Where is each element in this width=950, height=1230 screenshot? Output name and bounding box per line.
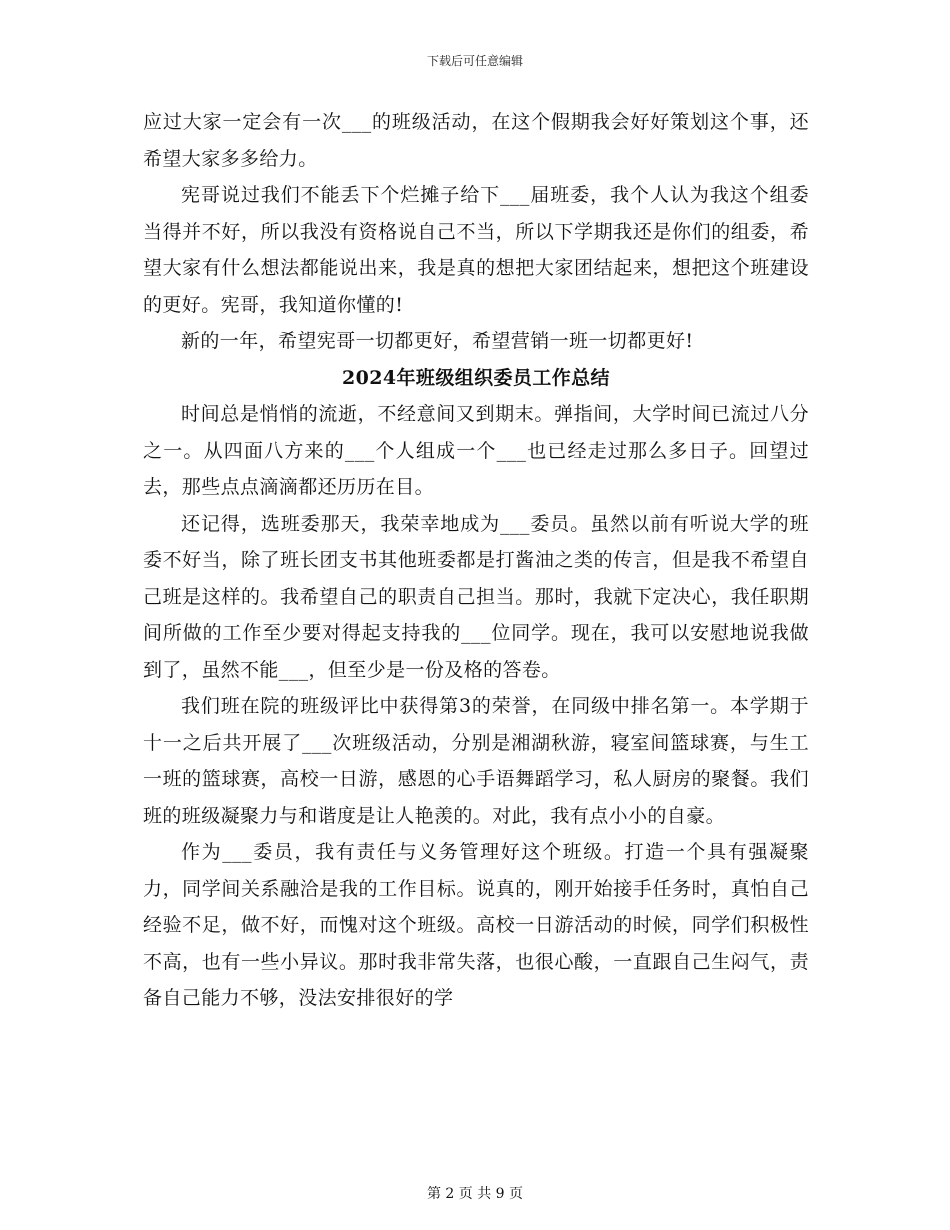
body-paragraph: 我们班在院的班级评比中获得第3的荣誉，在同级中排名第一。本学期于十一之后共开展了___次班级活动，分别是湘湖秋游，寝室间篮球赛，与生工一班的篮球赛，高校一日游，感恩的心手语舞蹈学习，私人厨房的聚餐。我们班的班级凝聚力与和谐度是让人艳羡的。对此，我有点小小的自豪。 [143,695,809,827]
body-paragraph: 应过大家一定会有一次___的班级活动，在这个假期我会好好策划这个事，还希望大家多多给力。 [143,111,809,170]
page-footer: 第 2 页 共 9 页 [426,1186,524,1202]
body-paragraph: 还记得，选班委那天，我荣幸地成为___委员。虽然以前有听说大学的班委不好当，除了班长团支书其他班委都是打酱油之类的传言，但是我不希望自己班是这样的。我希望自己的职责自己担当。那时，我就下定决心，我任职期间所做的工作至少要对得起支持我的___位同学。现在，我可以安慰地说我做到了，虽然不能___，但至少是一份及格的答卷。 [143,512,809,681]
body-paragraph: 宪哥说过我们不能丢下个烂摊子给下___届班委，我个人认为我这个组委当得并不好，所以我没有资格说自己不当，所以下学期我还是你们的组委，希望大家有什么想法都能说出来，我是真的想把大家团结起来，想把这个班建设的更好。宪哥，我知道你懂的! [143,184,809,316]
body-paragraph: 时间总是悄悄的流逝，不经意间又到期末。弹指间，大学时间已流过八分之一。从四面八方来的___个人组成一个___也已经走过那么多日子。回望过去，那些点点滴滴都还历历在目。 [143,403,809,498]
section-title: 2024年班级组织委员工作总结 [342,366,610,389]
page-header: 下载后可任意编辑 [426,54,523,68]
document-body [143,104,809,1017]
body-paragraph: 新的一年，希望宪哥一切都更好，希望营销一班一切都更好! [181,330,694,352]
body-paragraph: 作为___委员，我有责任与义务管理好这个班级。打造一个具有强凝聚力，同学间关系融洽是我的工作目标。说真的，刚开始接手任务时，真怕自己经验不足，做不好，而愧对这个班级。高校一日游活动的时候，同学们积极性不高，也有一些小异议。那时我非常失落，也很心酸，一直跟自己生闷气，责备自己能力不够，没法安排很好的学 [143,841,809,1009]
